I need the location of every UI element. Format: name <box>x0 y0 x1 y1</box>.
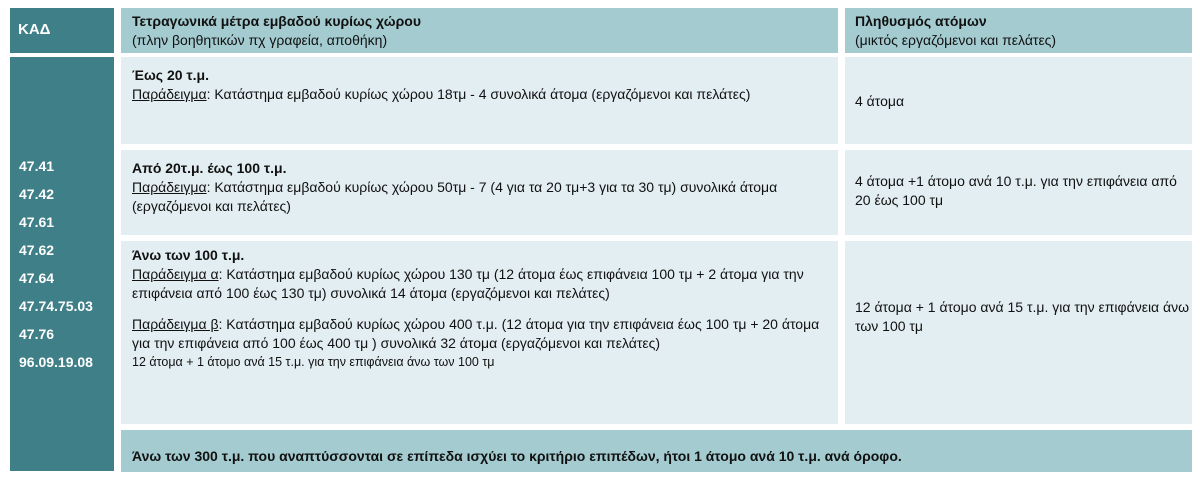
kad-code: 47.64 <box>19 270 55 286</box>
row-example-a <box>132 265 838 303</box>
row-note: 12 άτομα + 1 άτομο ανά 15 τ.μ. για την επιφάνεια άνω των 100 τμ <box>132 355 495 369</box>
area-cell-row-1 <box>121 57 838 144</box>
row-title: Από 20τ.μ. έως 100 τ.μ. <box>132 160 287 176</box>
area-header-subtitle: (πλην βοηθητικών πχ γραφεία, αποθήκη) <box>132 32 388 48</box>
example-label: Παράδειγμα β <box>132 316 219 332</box>
example-label: Παράδειγμα <box>132 179 207 195</box>
kad-code: 47.74.75.03 <box>19 298 93 314</box>
population-header-title: Πληθυσμός ατόμων <box>855 13 987 29</box>
example-label: Παράδειγμα α <box>132 266 219 282</box>
area-cell-row-2 <box>121 150 838 235</box>
example-text: : Κατάστημα εμβαδού κυρίως χώρου 130 τμ (12 άτομα έως επιφάνεια 100 τμ + 2 άτομα για την επιφάνεια από 100 έως 130 τμ) συνολικά 14 άτομα (εργαζόμενοι και πελάτες) <box>132 266 804 301</box>
kad-header: ΚΑΔ <box>10 8 114 53</box>
population-header <box>845 8 1192 53</box>
kad-code: 47.42 <box>19 186 55 202</box>
example-text: : Κατάστημα εμβαδού κυρίως χώρου 50τμ - 7 (4 για τα 20 τμ+3 για τα 30 τμ) συνολικά άτομα (εργαζόμενοι και πελάτες) <box>132 179 778 214</box>
row-title: Έως 20 τ.μ. <box>132 67 209 83</box>
area-header <box>121 8 838 53</box>
population-cell-row-3: 12 άτομα + 1 άτομο ανά 15 τ.μ. για την επιφάνεια άνω των 100 τμ <box>845 241 1192 424</box>
row-title: Άνω των 100 τ.μ. <box>132 247 245 263</box>
example-text: : Κατάστημα εμβαδού κυρίως χώρου 18τμ - 4 συνολικά άτομα (εργαζόμενοι και πελάτες) <box>206 86 751 102</box>
footer-note: Άνω των 300 τ.μ. που αναπτύσσονται σε επίπεδα ισχύει το κριτήριο επιπέδων, ήτοι 1 άτομο ανά 10 τ.μ. ανά όροφο. <box>121 430 1192 472</box>
area-cell-row-3 <box>121 241 838 424</box>
population-cell-row-2: 4 άτομα +1 άτομο ανά 10 τ.μ. για την επιφάνεια από 20 έως 100 τμ <box>845 150 1192 235</box>
row-example <box>132 85 838 104</box>
row-example <box>132 178 838 216</box>
example-text: : Κατάστημα εμβαδού κυρίως χώρου 400 τ.μ. (12 άτομα για την επιφάνεια έως 100 τμ + 20 άτομα για την επιφάνεια από 100 έως 400 τμ ) συνολικά 32 άτομα (εργαζόμενοι και πελάτες) <box>132 316 820 351</box>
kad-codes-column <box>10 57 114 471</box>
kad-code: 47.62 <box>19 242 55 258</box>
spacer <box>132 303 838 315</box>
population-cell-row-1: 4 άτομα <box>845 57 1192 144</box>
kad-code: 96.09.19.08 <box>19 354 93 370</box>
example-label: Παράδειγμα <box>132 86 207 102</box>
area-header-title: Τετραγωνικά μέτρα εμβαδού κυρίως χώρου <box>132 13 421 29</box>
row-example-b <box>132 315 838 353</box>
kad-code: 47.41 <box>19 158 55 174</box>
population-header-subtitle: (μικτός εργαζόμενοι και πελάτες) <box>855 32 1057 48</box>
kad-code: 47.76 <box>19 326 55 342</box>
kad-code: 47.61 <box>19 214 55 230</box>
